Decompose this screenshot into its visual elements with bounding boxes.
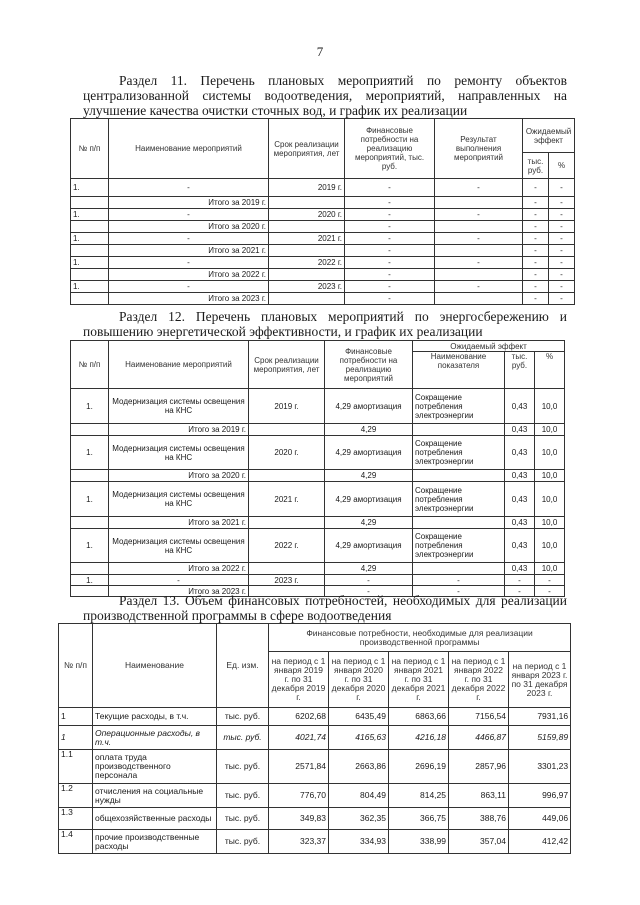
cell-pct: - — [535, 575, 565, 586]
cell-value: 338,99 — [389, 830, 449, 854]
cell-unit: тыс. руб. — [217, 830, 269, 854]
cell-pct: - — [549, 209, 575, 221]
cell-total-label: Итого за 2021 г. — [109, 517, 249, 529]
table-row — [59, 808, 571, 830]
cell-rub: 0,43 — [505, 517, 535, 529]
cell-num: 1.4 — [59, 830, 93, 854]
header-period-2020: на период с 1 января 2020 г. по 31 декабря 2020 г. — [329, 652, 389, 708]
cell-year: 2023 г. — [249, 575, 325, 586]
cell-year: 2022 г. — [269, 257, 345, 269]
cell-num: 1 — [59, 726, 93, 750]
table-row — [71, 281, 575, 293]
cell-fin: - — [345, 179, 435, 197]
cell-year: 2023 г. — [269, 281, 345, 293]
cell-fin: 4,29 — [325, 424, 413, 436]
cell-rub: - — [505, 586, 535, 597]
cell-year: 2020 г. — [249, 436, 325, 470]
cell-fin: 4,29 амортизация — [325, 389, 413, 424]
cell-unit: тыс. руб. — [217, 808, 269, 830]
header-effect: Ожидаемый эффект — [413, 341, 565, 352]
header-pct: % — [549, 153, 575, 179]
cell-rub: - — [505, 575, 535, 586]
total-row — [71, 293, 575, 305]
total-row — [71, 517, 565, 529]
cell-total-label: Итого за 2022 г. — [109, 563, 249, 575]
header-fin: Финансовые потребности на реализацию мероприятий, тыс. руб. — [345, 119, 435, 179]
table-row — [71, 179, 575, 197]
cell-year: 2022 г. — [249, 529, 325, 563]
table-row — [71, 233, 575, 245]
cell-fin: 4,29 амортизация — [325, 436, 413, 470]
cell-value: 814,25 — [389, 784, 449, 808]
cell-value: 2857,96 — [449, 750, 509, 784]
cell-pct: - — [549, 197, 575, 209]
cell-pct: 10,0 — [535, 482, 565, 517]
header-unit: Ед. изм. — [217, 624, 269, 708]
cell-value: 863,11 — [449, 784, 509, 808]
cell-total-label: Итого за 2023 г. — [109, 586, 249, 597]
cell-rub: - — [523, 233, 549, 245]
cell-fin: - — [325, 586, 413, 597]
cell-num: 1.3 — [59, 808, 93, 830]
header-num: № п/п — [71, 341, 109, 389]
table-header-row — [71, 119, 575, 153]
cell-total-label: Итого за 2023 г. — [109, 293, 269, 305]
total-row — [71, 563, 565, 575]
header-group: Финансовые потребности, необходимые для реализации производственной программы — [269, 624, 571, 652]
cell-indicator: Сокращение потребления электроэнергии — [413, 436, 505, 470]
cell-num: 1. — [71, 233, 109, 245]
cell-rub: - — [523, 281, 549, 293]
cell-pct: - — [549, 245, 575, 257]
table-row — [71, 389, 565, 424]
cell-total-label: Итого за 2020 г. — [109, 470, 249, 482]
table-row — [71, 482, 565, 517]
cell-rub: - — [523, 269, 549, 281]
header-rub: тыс. руб. — [523, 153, 549, 179]
table-row — [71, 436, 565, 470]
cell-result: - — [435, 257, 523, 269]
cell-result: - — [435, 233, 523, 245]
cell-indicator: - — [413, 586, 505, 597]
header-result: Результат выполнения мероприятий — [435, 119, 523, 179]
cell-result: - — [435, 281, 523, 293]
total-row — [71, 221, 575, 233]
cell-value: 4021,74 — [269, 726, 329, 750]
cell-value: 4466,87 — [449, 726, 509, 750]
page-number: 7 — [316, 44, 324, 59]
table-row — [71, 529, 565, 563]
cell-fin: - — [345, 281, 435, 293]
cell-rub: 0,43 — [505, 482, 535, 517]
cell-pct: 10,0 — [535, 517, 565, 529]
cell-year: 2021 г. — [269, 233, 345, 245]
cell-name: отчисления на социальные нужды — [93, 784, 217, 808]
header-period-2021: на период с 1 января 2021 г. по 31 декабря 2021 г. — [389, 652, 449, 708]
section-13-table — [58, 623, 571, 854]
table-row — [59, 708, 571, 726]
cell-fin: - — [345, 209, 435, 221]
cell-rub: - — [523, 221, 549, 233]
header-period-2023: на период с 1 января 2023 г. по 31 декабря 2023 г. — [509, 652, 571, 708]
cell-rub: 0,43 — [505, 389, 535, 424]
header-num: № п/п — [71, 119, 109, 179]
cell-num: 1.2 — [59, 784, 93, 808]
cell-value: 2571,84 — [269, 750, 329, 784]
cell-num: 1. — [71, 529, 109, 563]
cell-name: Модернизация системы освещения на КНС — [109, 436, 249, 470]
cell-year: 2019 г. — [249, 389, 325, 424]
cell-unit: тыс. руб. — [217, 726, 269, 750]
cell-unit: тыс. руб. — [217, 750, 269, 784]
cell-name: прочие производственные расходы — [93, 830, 217, 854]
cell-value: 2696,19 — [389, 750, 449, 784]
cell-name: оплата труда производственного персонала — [93, 750, 217, 784]
header-pct: % — [535, 352, 565, 389]
header-rub: тыс. руб. — [505, 352, 535, 389]
table-header-row — [59, 624, 571, 652]
table-row — [59, 726, 571, 750]
header-period-2022: на период с 1 января 2022 г. по 31 декабря 2022 г. — [449, 652, 509, 708]
cell-rub: - — [523, 209, 549, 221]
cell-rub: 0,43 — [505, 424, 535, 436]
cell-fin: 4,29 — [325, 517, 413, 529]
total-row — [71, 424, 565, 436]
cell-num: 1. — [71, 179, 109, 197]
cell-value: 6863,66 — [389, 708, 449, 726]
header-indicator: Наименование показателя — [413, 352, 505, 389]
cell-value: 366,75 — [389, 808, 449, 830]
cell-value: 996,97 — [509, 784, 571, 808]
cell-total-label: Итого за 2021 г. — [109, 245, 269, 257]
cell-pct: - — [549, 269, 575, 281]
cell-unit: тыс. руб. — [217, 784, 269, 808]
table-row — [71, 209, 575, 221]
cell-fin: 4,29 амортизация — [325, 529, 413, 563]
cell-name: - — [109, 257, 269, 269]
cell-indicator: Сокращение потребления электроэнергии — [413, 389, 505, 424]
cell-pct: 10,0 — [535, 563, 565, 575]
cell-pct: 10,0 — [535, 470, 565, 482]
cell-value: 323,37 — [269, 830, 329, 854]
cell-name: Модернизация системы освещения на КНС — [109, 389, 249, 424]
cell-year: 2021 г. — [249, 482, 325, 517]
cell-num: 1.1 — [59, 750, 93, 784]
cell-pct: - — [549, 257, 575, 269]
cell-value: 6202,68 — [269, 708, 329, 726]
header-period-2019: на период с 1 января 2019 г. по 31 декабря 2019 г. — [269, 652, 329, 708]
cell-rub: 0,43 — [505, 563, 535, 575]
cell-fin: - — [345, 221, 435, 233]
cell-name: - — [109, 233, 269, 245]
table-header-row — [71, 341, 565, 352]
total-row — [71, 197, 575, 209]
cell-value: 776,70 — [269, 784, 329, 808]
cell-pct: 10,0 — [535, 436, 565, 470]
cell-rub: 0,43 — [505, 529, 535, 563]
cell-value: 4216,18 — [389, 726, 449, 750]
cell-name: Операционные расходы, в т.ч. — [93, 726, 217, 750]
cell-value: 7156,54 — [449, 708, 509, 726]
cell-total-label: Итого за 2019 г. — [109, 197, 269, 209]
section-11-heading: Раздел 11. Перечень плановых мероприятий по ремонту объектов централизованной системы водоотведения, мероприятий, направленных на улучшение качества очистки сточных вод, и график их реализации — [83, 73, 567, 118]
cell-value: 3301,23 — [509, 750, 571, 784]
cell-result: - — [435, 209, 523, 221]
table-row — [71, 257, 575, 269]
cell-value: 7931,16 — [509, 708, 571, 726]
cell-pct: - — [549, 221, 575, 233]
cell-pct: - — [549, 179, 575, 197]
cell-value: 449,06 — [509, 808, 571, 830]
cell-fin: - — [345, 245, 435, 257]
cell-pct: - — [549, 281, 575, 293]
section-12-heading: Раздел 12. Перечень плановых мероприятий по энергосбережению и повышению энергетической эффективности, и график их реализации — [83, 309, 567, 339]
cell-pct: - — [549, 233, 575, 245]
cell-pct: 10,0 — [535, 424, 565, 436]
total-row — [71, 245, 575, 257]
cell-indicator: Сокращение потребления электроэнергии — [413, 482, 505, 517]
cell-total-label: Итого за 2020 г. — [109, 221, 269, 233]
header-term: Срок реализации мероприятия, лет — [269, 119, 345, 179]
cell-total-label: Итого за 2022 г. — [109, 269, 269, 281]
cell-rub: 0,43 — [505, 436, 535, 470]
cell-year: 2020 г. — [269, 209, 345, 221]
cell-value: 5159,89 — [509, 726, 571, 750]
cell-rub: - — [523, 257, 549, 269]
header-name: Наименование мероприятий — [109, 119, 269, 179]
cell-name: Модернизация системы освещения на КНС — [109, 482, 249, 517]
table-row — [59, 750, 571, 784]
cell-pct: 10,0 — [535, 529, 565, 563]
cell-num: 1. — [71, 482, 109, 517]
cell-name: Модернизация системы освещения на КНС — [109, 529, 249, 563]
total-row — [71, 470, 565, 482]
cell-fin: 4,29 — [325, 563, 413, 575]
cell-fin: - — [325, 575, 413, 586]
header-num: № п/п — [59, 624, 93, 708]
cell-rub: - — [523, 179, 549, 197]
section-11-table — [70, 118, 575, 305]
cell-value: 4165,63 — [329, 726, 389, 750]
cell-pct: - — [549, 293, 575, 305]
cell-value: 349,83 — [269, 808, 329, 830]
cell-name: - — [109, 575, 249, 586]
table-row — [71, 575, 565, 586]
section-12-table — [70, 340, 565, 597]
cell-fin: - — [345, 233, 435, 245]
cell-name: Текущие расходы, в т.ч. — [93, 708, 217, 726]
cell-value: 2663,86 — [329, 750, 389, 784]
cell-num: 1 — [59, 708, 93, 726]
cell-value: 6435,49 — [329, 708, 389, 726]
cell-fin: - — [345, 293, 435, 305]
table-row — [59, 784, 571, 808]
cell-fin: - — [345, 269, 435, 281]
cell-rub: 0,43 — [505, 470, 535, 482]
cell-pct: - — [535, 586, 565, 597]
cell-num: 1. — [71, 575, 109, 586]
cell-value: 334,93 — [329, 830, 389, 854]
cell-value: 388,76 — [449, 808, 509, 830]
cell-total-label: Итого за 2019 г. — [109, 424, 249, 436]
cell-value: 412,42 — [509, 830, 571, 854]
cell-value: 804,49 — [329, 784, 389, 808]
cell-num: 1. — [71, 257, 109, 269]
cell-rub: - — [523, 245, 549, 257]
cell-fin: 4,29 — [325, 470, 413, 482]
cell-result: - — [435, 179, 523, 197]
cell-pct: 10,0 — [535, 389, 565, 424]
cell-fin: - — [345, 257, 435, 269]
cell-fin: - — [345, 197, 435, 209]
cell-name: - — [109, 209, 269, 221]
header-effect: Ожидаемый эффект — [523, 119, 575, 153]
cell-num: 1. — [71, 389, 109, 424]
cell-value: 357,04 — [449, 830, 509, 854]
cell-unit: тыс. руб. — [217, 708, 269, 726]
cell-value: 362,35 — [329, 808, 389, 830]
cell-year: 2019 г. — [269, 179, 345, 197]
header-term: Срок реализации мероприятия, лет — [249, 341, 325, 389]
cell-indicator: - — [413, 575, 505, 586]
cell-num: 1. — [71, 209, 109, 221]
cell-rub: - — [523, 293, 549, 305]
cell-rub: - — [523, 197, 549, 209]
total-row — [71, 269, 575, 281]
cell-indicator: Сокращение потребления электроэнергии — [413, 529, 505, 563]
cell-name: общехозяйственные расходы — [93, 808, 217, 830]
cell-name: - — [109, 281, 269, 293]
header-fin: Финансовые потребности на реализацию мероприятий — [325, 341, 413, 389]
header-name: Наименование мероприятий — [109, 341, 249, 389]
cell-name: - — [109, 179, 269, 197]
table-row — [59, 830, 571, 854]
cell-num: 1. — [71, 281, 109, 293]
cell-num: 1. — [71, 436, 109, 470]
header-name: Наименование — [93, 624, 217, 708]
section-13-heading: Раздел 13. Объем финансовых потребностей, необходимых для реализации производственной программы в сфере водоотведения — [83, 593, 567, 623]
cell-fin: 4,29 амортизация — [325, 482, 413, 517]
